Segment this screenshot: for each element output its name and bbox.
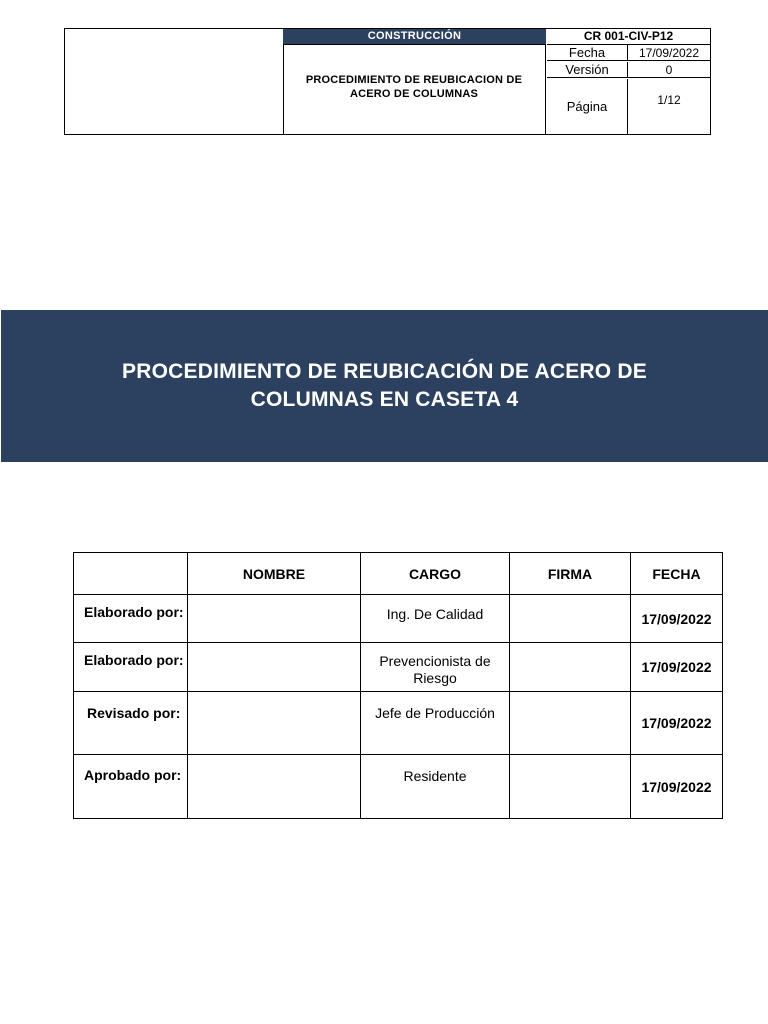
header-title: PROCEDIMIENTO DE REUBICACION DE ACERO DE COLUMNAS <box>283 45 546 134</box>
pagina-label: Página <box>547 79 628 134</box>
approval-table <box>73 552 723 819</box>
header-firma: FIRMA <box>510 553 631 595</box>
role-cell: Elaborado por: <box>74 643 188 692</box>
document-title: PROCEDIMIENTO DE REUBICACIÓN DE ACERO DE COLUMNAS EN CASETA 4 <box>122 360 647 411</box>
cargo-cell: Residente <box>361 755 510 819</box>
fecha-cell: 17/09/2022 <box>631 755 723 819</box>
firma-cell <box>510 595 631 643</box>
version-value: 0 <box>628 62 710 78</box>
nombre-cell <box>188 692 361 755</box>
fecha-label: Fecha <box>547 45 628 61</box>
header-nombre: NOMBRE <box>188 553 361 595</box>
logo-placeholder <box>65 29 284 134</box>
header-area: CONSTRUCCIÓN <box>283 29 546 45</box>
document-header <box>64 28 711 135</box>
table-row <box>74 692 723 755</box>
nombre-cell <box>188 643 361 692</box>
firma-cell <box>510 755 631 819</box>
header-cargo: CARGO <box>361 553 510 595</box>
document-code: CR 001-CIV-P12 <box>547 29 710 45</box>
version-label: Versión <box>547 62 628 78</box>
firma-cell <box>510 692 631 755</box>
table-row <box>74 755 723 819</box>
nombre-cell <box>188 595 361 643</box>
cargo-cell: Ing. De Calidad <box>361 595 510 643</box>
table-row <box>74 643 723 692</box>
firma-cell <box>510 643 631 692</box>
nombre-cell <box>188 755 361 819</box>
table-header-row <box>74 553 723 595</box>
role-cell: Elaborado por: <box>74 595 188 643</box>
fecha-cell: 17/09/2022 <box>631 595 723 643</box>
fecha-cell: 17/09/2022 <box>631 643 723 692</box>
cargo-cell: Jefe de Producción <box>361 692 510 755</box>
role-cell: Revisado por: <box>74 692 188 755</box>
fecha-value: 17/09/2022 <box>628 45 710 61</box>
role-cell: Aprobado por: <box>74 755 188 819</box>
header-blank <box>74 553 188 595</box>
title-banner <box>1 310 768 462</box>
fecha-cell: 17/09/2022 <box>631 692 723 755</box>
table-row <box>74 595 723 643</box>
cargo-cell: Prevencionista de Riesgo <box>361 643 510 692</box>
header-fecha: FECHA <box>631 553 723 595</box>
pagina-value: 1/12 <box>657 93 681 107</box>
